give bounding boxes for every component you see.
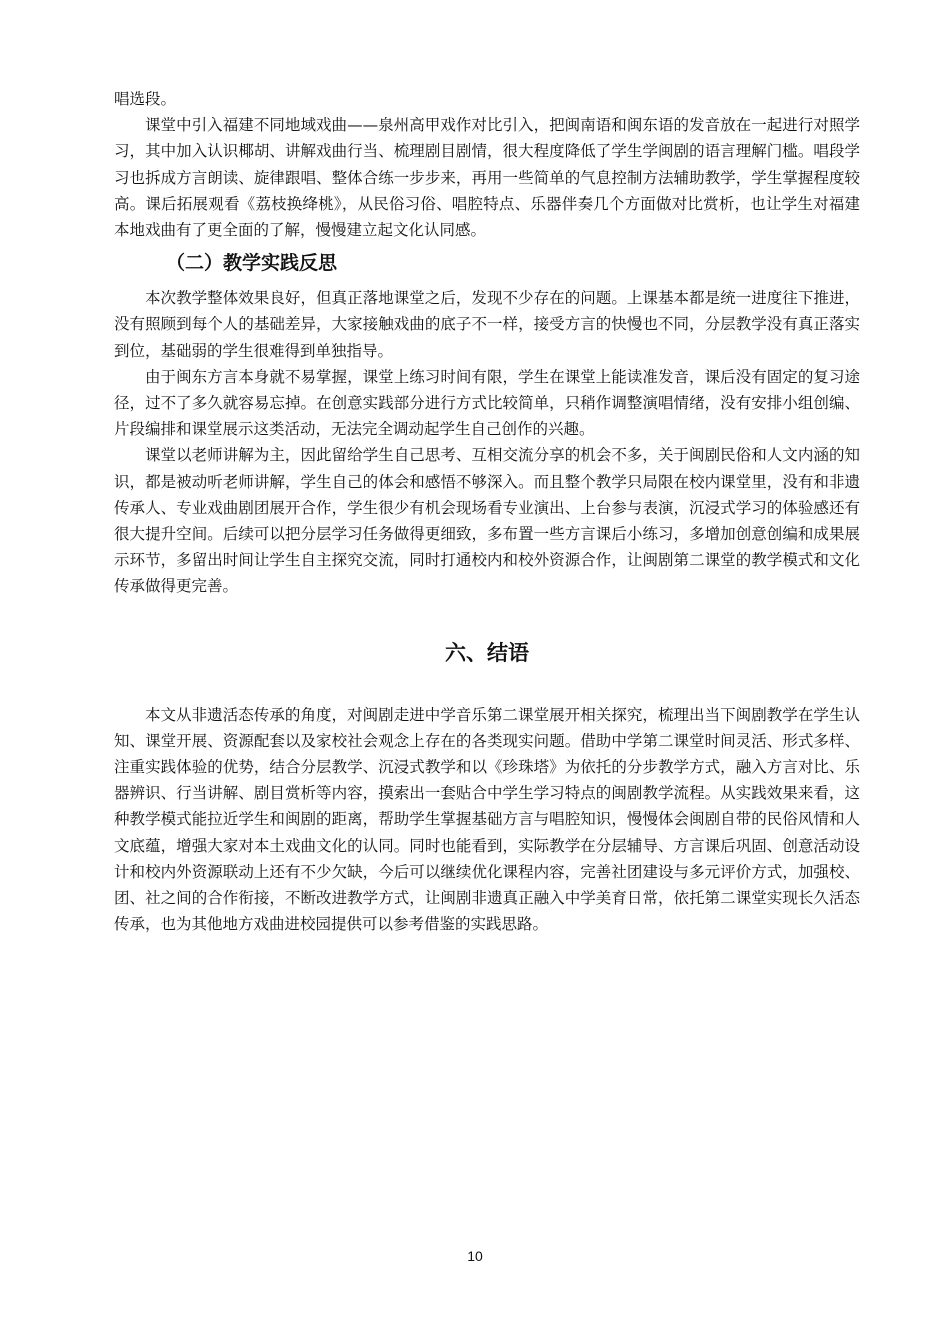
conclusion-paragraph: 本文从非遗活态传承的角度，对闽剧走进中学音乐第二课堂展开相关探究，梳理出当下闽剧教学在学生认知、课堂开展、资源配套以及家校社会观念上存在的各类现实问题。借助中学第二课堂时间灵活、形式多样、注重实践体验的优势，结合分层教学、沉浸式教学和以《珍珠塔》为依托的分步教学方式，融入方言对比、乐器辨识、行当讲解、剧目赏析等内容，摸索出一套贴合中学生学习特点的闽剧教学流程。从实践效果来看，这种教学模式能拉近学生和闽剧的距离，帮助学生掌握基础方言与唱腔知识，慢慢体会闽剧自带的民俗风情和人文底蕴，增强大家对本土戏曲文化的认同。同时也能看到，实际教学在分层辅导、方言课后巩固、创意活动设计和校内外资源联动上还有不少欠缺，今后可以继续优化课程内容，完善社团建设与多元评价方式，加强校、团、社之间的合作衔接，不断改进教学方式，让闽剧非遗真正融入中学美育日常，依托第二课堂实现长久活态传承，也为其他地方戏曲进校园提供可以参考借鉴的实践思路。 — [114, 705, 860, 934]
body-paragraph: 由于闽东方言本身就不易掌握，课堂上练习时间有限，学生在课堂上能读准发音，课后没有固定的复习途径，过不了多久就容易忘掉。在创意实践部分进行方式比较简单，只稍作调整演唱情绪，没有安排小组创编、片段编排和课堂展示这类活动，无法完全调动起学生自己创作的兴趣。 — [114, 367, 860, 439]
body-paragraph: 课堂以老师讲解为主，因此留给学生自己思考、互相交流分享的机会不多，关于闽剧民俗和人文内涵的知识，都是被动听老师讲解，学生自己的体会和感悟不够深入。而且整个教学只局限在校内课堂里，没有和非遗传承人、专业戏曲剧团展开合作，学生很少有机会现场看专业演出、上台参与表演，沉浸式学习的体验感还有很大提升空间。后续可以把分层学习任务做得更细致，多布置一些方言课后小练习，多增加创意创编和成果展示环节，多留出时间让学生自主探究交流，同时打通校内和校外资源合作，让闽剧第二课堂的教学模式和文化传承做得更完善。 — [114, 446, 860, 596]
body-paragraph: 课堂中引入福建不同地域戏曲——泉州高甲戏作对比引入，把闽南语和闽东语的发音放在一起进行对照学习，其中加入认识椰胡、讲解戏曲行当、梳理剧目剧情，很大程度降低了学生学闽剧的语言理解门槛。唱段学习也拆成方言朗读、旋律跟唱、整体合练一步步来，再用一些简单的气息控制方法辅助教学，学生掌握程度较高。课后拓展观看《荔枝换绛桃》，从民俗习俗、唱腔特点、乐器伴奏几个方面做对比赏析，也让学生对福建本地戏曲有了更全面的了解，慢慢建立起文化认同感。 — [114, 116, 860, 240]
document-body — [114, 86, 860, 937]
continued-paragraph: 唱选段。 — [114, 90, 177, 108]
subheading: （二）教学实践反思 — [166, 252, 338, 275]
body-paragraph: 本次教学整体效果良好，但真正落地课堂之后，发现不少存在的问题。上课基本都是统一进度往下推进，没有照顾到每个人的基础差异，大家接触戏曲的底子不一样，接受方言的快慢也不同，分层教学没有真正落实到位，基础弱的学生很难得到单独指导。 — [114, 289, 860, 360]
page-number: 10 — [467, 1248, 483, 1264]
section-title: 六、结语 — [445, 640, 529, 665]
